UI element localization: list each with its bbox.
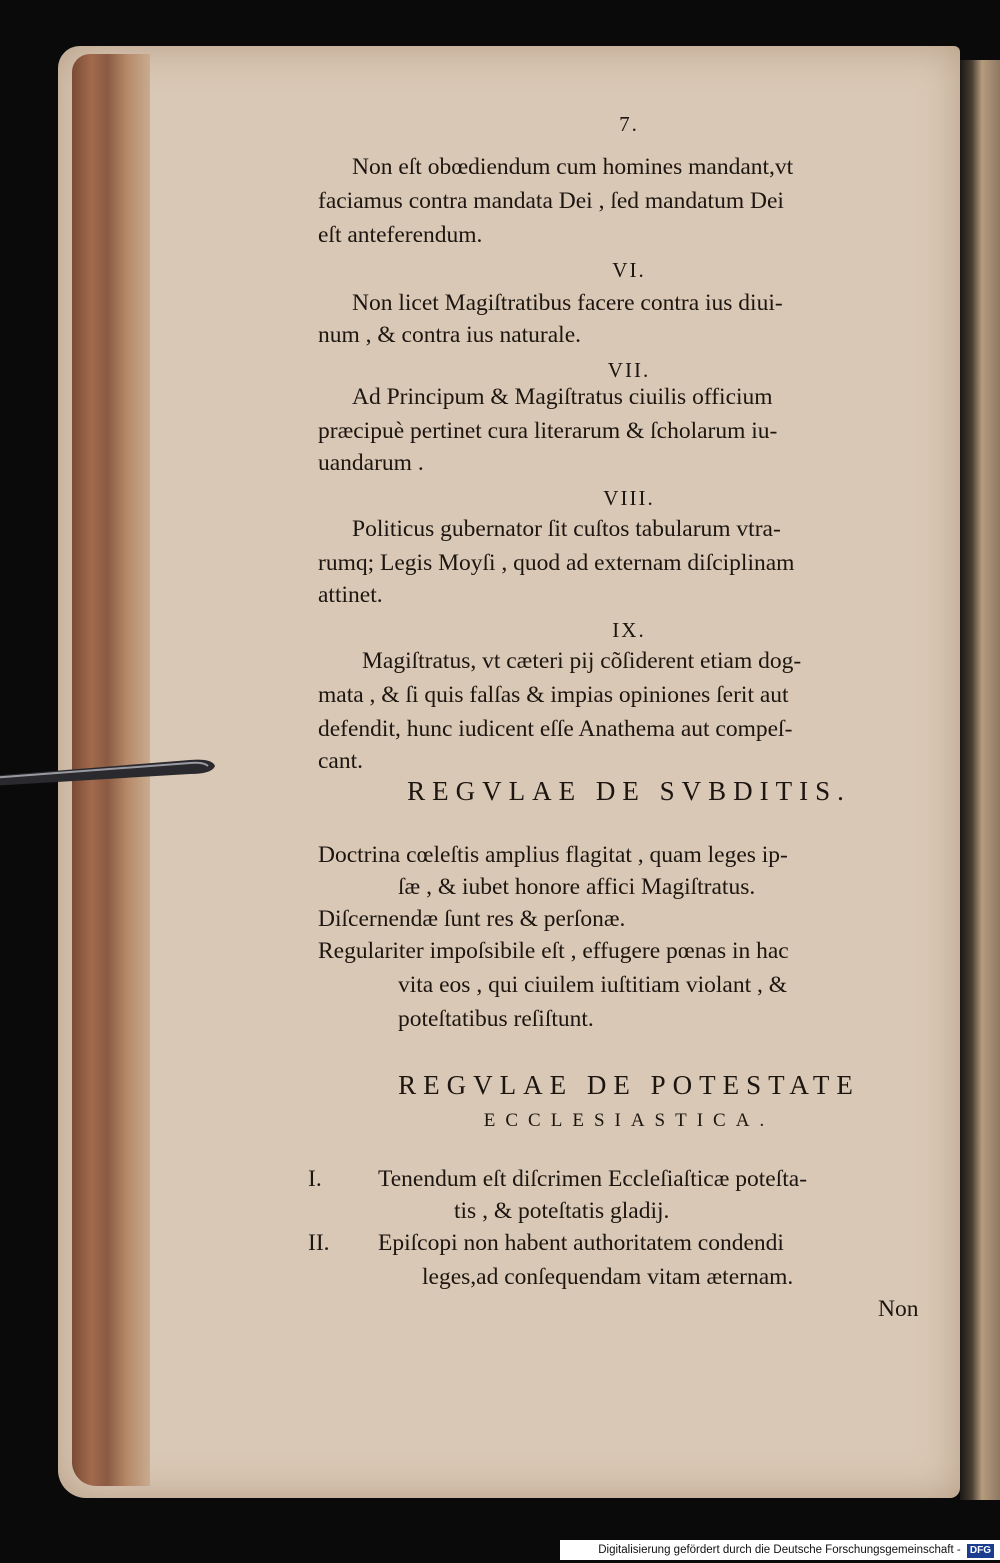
page-number: 7.	[619, 112, 639, 136]
text-line: Epiſcopi non habent authoritatem condendi	[378, 1230, 784, 1256]
rule-number: II.	[308, 1230, 330, 1256]
footer-text: Digitalisierung gefördert durch die Deutsche Forschungsgemeinschaft -	[598, 1544, 961, 1556]
section-heading: REGVLAE DE POTESTATE	[398, 1070, 860, 1100]
section-subheading: ECCLESIASTICA.	[483, 1110, 775, 1131]
text-line: defendit, hunc iudicent eſſe Anathema aut compeſ-	[318, 716, 793, 742]
text-line: attinet.	[318, 582, 383, 608]
text-line: leges,ad conſequendam vitam æternam.	[422, 1264, 794, 1290]
text-line: Politicus gubernator ſit cuſtos tabularum vtra-	[352, 516, 781, 542]
text-line: cant.	[318, 748, 364, 774]
text-line: Doctrina cœleſtis amplius flagitat , quam leges ip-	[318, 842, 788, 868]
text-line: uandarum .	[318, 450, 424, 476]
text-line: num , & contra ius naturale.	[318, 322, 581, 348]
catchword: Non	[878, 1296, 919, 1322]
text-line: ſæ , & iubet honore affici Magiſtratus.	[398, 874, 756, 900]
text-line: mata , & ſi quis falſas & impias opiniones ſerit aut	[318, 682, 789, 708]
digitization-footer	[560, 1540, 1000, 1560]
page-holder-pointer	[0, 754, 220, 788]
text-line: poteſtatibus reſiſtunt.	[398, 1006, 594, 1032]
text-line: tis , & poteſtatis gladij.	[454, 1198, 670, 1224]
text-line: Magiſtratus, vt cæteri pij cõſiderent etiam dog-	[362, 648, 802, 674]
next-page-edge	[960, 60, 1000, 1500]
section-number: VII.	[607, 358, 651, 382]
text-line: eſt anteferendum.	[318, 222, 483, 248]
text-line: vita eos , qui ciuilem iuſtitiam violant , &	[398, 972, 788, 998]
section-number: VIII.	[603, 486, 655, 510]
text-line: Non licet Magiſtratibus facere contra ius diui-	[352, 290, 783, 316]
section-heading: REGVLAE DE SVBDITIS.	[407, 776, 851, 806]
text-line: Ad Principum & Magiſtratus ciuilis officium	[352, 384, 773, 410]
section-number: IX.	[612, 618, 646, 642]
text-line: Non eſt obœdiendum cum homines mandant,vt	[352, 154, 794, 180]
text-line: præcipuè pertinet cura literarum & ſcholarum iu-	[318, 418, 778, 444]
section-number: VI.	[612, 258, 646, 282]
text-line: Diſcernendæ ſunt res & perſonæ.	[318, 906, 626, 932]
text-line: faciamus contra mandata Dei , ſed mandatum Dei	[318, 188, 784, 214]
text-line: Regulariter impoſsibile eſt , effugere pœnas in hac	[318, 938, 789, 964]
dfg-logo: DFG	[967, 1544, 994, 1558]
text-line: rumq; Legis Moyſi , quod ad externam diſciplinam	[318, 550, 795, 576]
rule-number: I.	[308, 1166, 322, 1192]
text-line: Tenendum eſt diſcrimen Eccleſiaſticæ poteſta-	[378, 1166, 808, 1192]
